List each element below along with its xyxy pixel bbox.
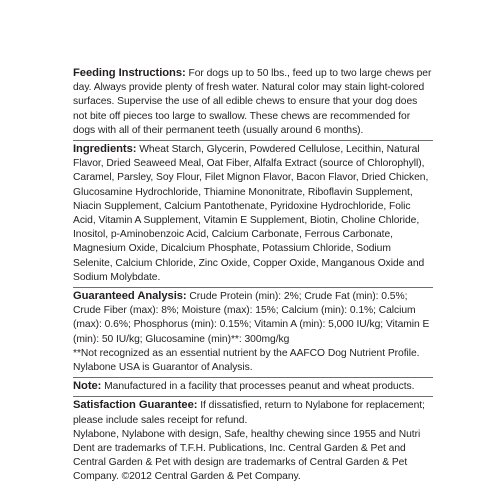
ingredients-heading: Ingredients: (73, 143, 137, 156)
product-label-text (73, 66, 433, 485)
section-divider (73, 377, 433, 378)
trademark-notice: Nylabone, Nylabone with design, Safe, healthy chewing since 1955 and Nutri Dent are trademarks of T.F.H. Publications, Inc. Central Garden & Pet and Central Garden & Pet with design are trademarks of Central Garden & Pet Company. ©2012 Central Garden & Pet Company. (73, 428, 421, 483)
section-divider (73, 287, 433, 288)
note-heading: Note: (73, 380, 102, 393)
analysis-footnote: **Not recognized as an essential nutrient by the AAFCO Dog Nutrient Profile. (73, 347, 420, 359)
guaranteed-analysis-section (73, 289, 433, 347)
guaranteed-analysis-text: Crude Protein (min): 2%; Crude Fat (min): 0.5%; Crude Fiber (max): 8%; Moisture (max): 15%; Calcium (min): 0.1%; Calcium (max): 0.6%; Phosphorus (min): 0.15%; Vitamin A (min): 5,000 IU/kg; Vitamin E (min): 50 IU/kg; Glucosamine (min)**: 300mg/kg (73, 291, 430, 345)
ingredients-text: Wheat Starch, Glycerin, Powdered Cellulose, Lecithin, Natural Flavor, Dried Seaweed Meal, Oat Fiber, Alfalfa Extract (source of Chlorophyll), Caramel, Parsley, Soy Flour, Filet Mignon Flavor, Bacon Flavor, Dried Chicken, Glucosamine Hydrochloride, Thiamine Mononitrate, Riboflavin Supplement, Niacin Supplement, Calcium Pantothenate, Pyridoxine Hydrochloride, Folic Acid, Vitamin A Supplement, Vitamin E Supplement, Biotin, Choline Chloride, Inositol, p-Aminobenzoic Acid, Calcium Carbonate, Ferrous Carbonate, Magnesium Oxide, Dicalcium Phosphate, Potassium Chloride, Sodium Selenite, Calcium Chloride, Zinc Oxide, Copper Oxide, Manganous Oxide and Sodium Molybdate. (73, 144, 429, 283)
note-section (73, 379, 433, 394)
analysis-guarantor: Nylabone USA is Guarantor of Analysis. (73, 362, 253, 374)
feeding-instructions-text: For dogs up to 50 lbs., feed up to two large chews per day. Always provide plenty of fresh water. Natural color may stain light-colored surfaces. Supervise the use of all edible chews to ensure that your dog does not bite off pieces too large to swallow. These chews are recommended for dogs with all of their permanent teeth (usually around 6 months). (73, 68, 432, 136)
satisfaction-guarantee-text: If dissatisfied, return to Nylabone for replacement; please include sales receipt for refund. (73, 400, 425, 426)
feeding-instructions-section (73, 66, 433, 138)
feeding-instructions-heading: Feeding Instructions: (73, 67, 186, 79)
satisfaction-guarantee-heading: Satisfaction Guarantee: (73, 399, 198, 412)
ingredients-section (73, 142, 433, 285)
guaranteed-analysis-heading: Guaranteed Analysis: (73, 290, 187, 303)
section-divider (73, 396, 433, 397)
satisfaction-guarantee-section (73, 398, 433, 427)
section-divider (73, 140, 433, 141)
note-text: Manufactured in a facility that processes peanut and wheat products. (101, 381, 415, 393)
